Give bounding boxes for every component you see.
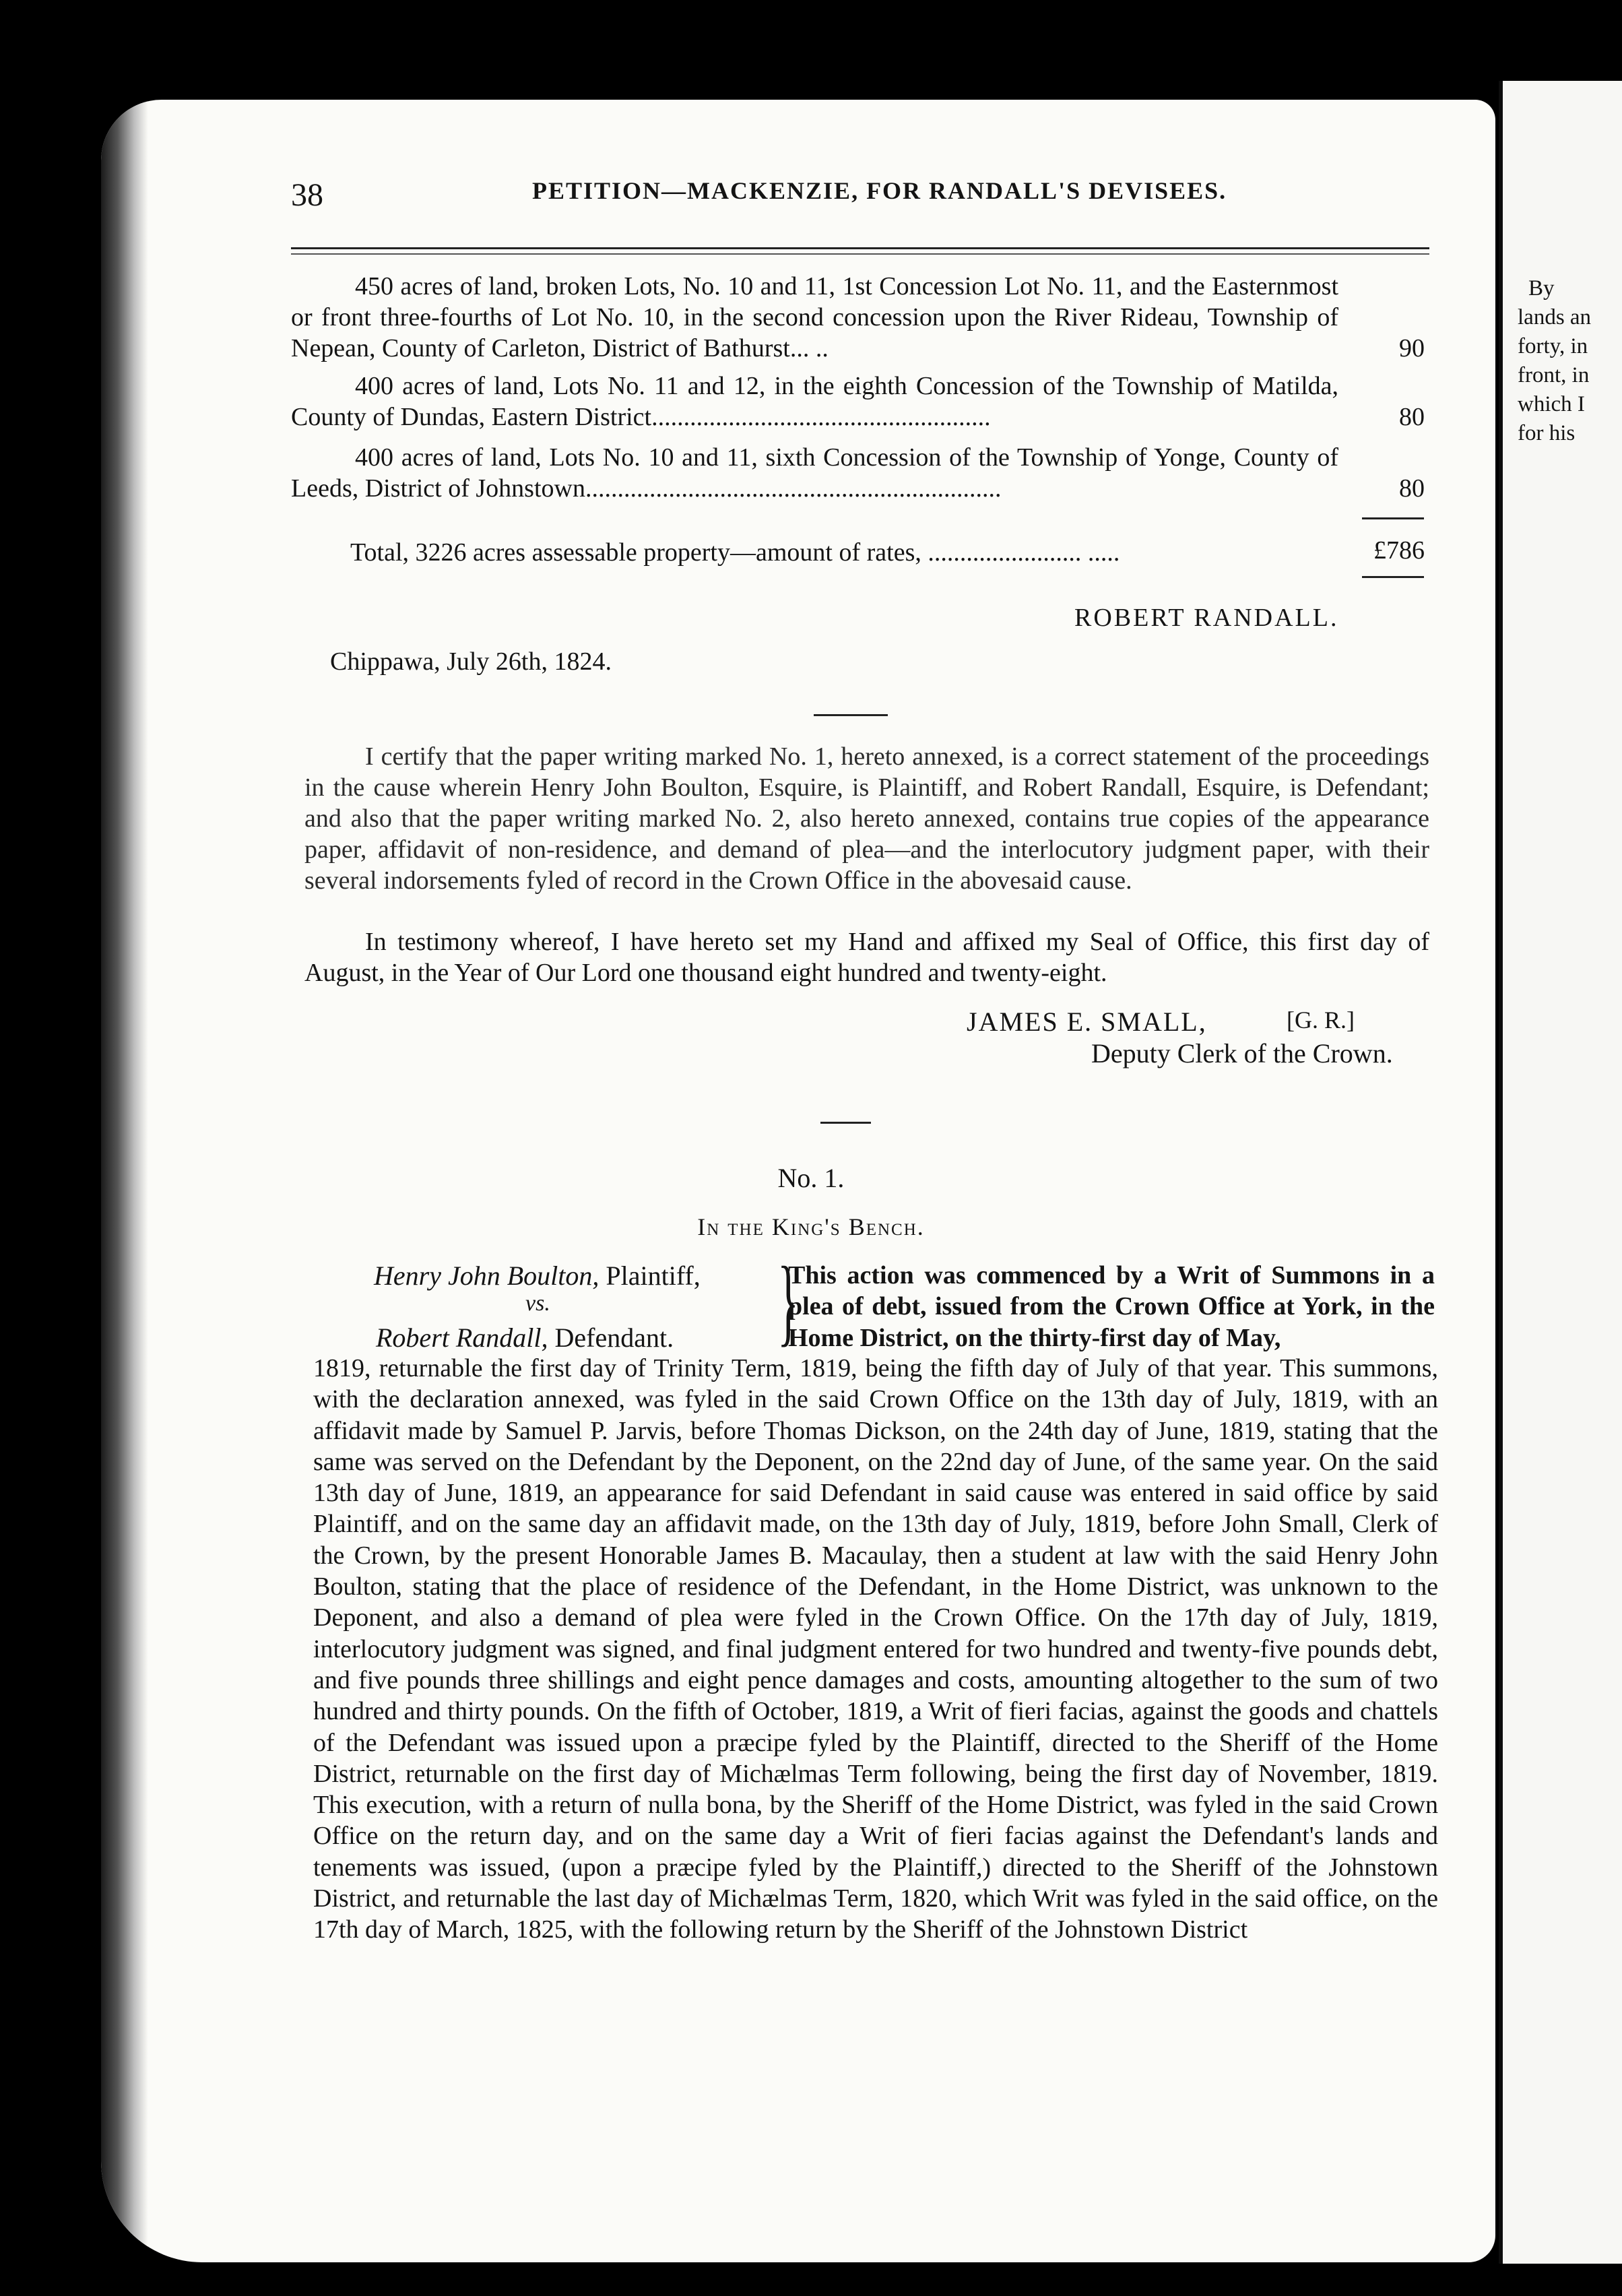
clerk-signature-title: Deputy Clerk of the Crown.: [1091, 1038, 1393, 1069]
facing-page-fragment: which I: [1518, 392, 1585, 416]
facing-page-fragment: lands an: [1518, 305, 1592, 329]
property-entry-text: 400 acres of land, Lots No. 10 and 11, sixth Concession of the Township of Yonge, County of Leeds, District of Johnstown.................................................................: [291, 443, 1338, 503]
caption-brace: }: [777, 1246, 799, 1356]
running-title: PETITION—MACKENZIE, FOR RANDALL'S DEVISEES.: [532, 177, 1227, 204]
facing-page-fragment: By: [1528, 276, 1555, 300]
randall-signature: ROBERT RANDALL.: [1074, 604, 1339, 632]
section-separator: [814, 714, 888, 716]
total-text: Total, 3226 acres assessable property—amount of rates, ........................ .....: [350, 538, 1120, 567]
facing-page-fragment: forty, in: [1518, 334, 1588, 358]
page-number: 38: [291, 177, 323, 213]
property-entry-text: 400 acres of land, Lots No. 11 and 12, in the eighth Concession of the Township of Matilda, County of Dundas, Eastern District.....................................................: [291, 372, 1338, 431]
header-rule-thin: [291, 253, 1429, 255]
dateline: Chippawa, July 26th, 1824.: [330, 647, 612, 676]
case-caption-defendant: [376, 1322, 674, 1353]
property-entry-amount: 80: [1399, 474, 1425, 503]
plaintiff-name: Henry John Boulton,: [374, 1261, 599, 1291]
defendant-role: Defendant.: [554, 1322, 674, 1353]
property-entry-amount: 90: [1399, 334, 1425, 362]
section-separator: [820, 1122, 871, 1124]
seal-mark: [G. R.]: [1287, 1007, 1355, 1033]
certificate-paragraph: I certify that the paper writing marked No. 1, hereto annexed, is a correct statement of the proceedings in the cause wherein Henry John Boulton, Esquire, is Plaintiff, and Robert Randall, Esquire, is Defendant; and also that the paper writing marked No. 2, also hereto annexed, contains true copies of the appearance paper, affidavit of non-residence, and demand of plea—and the interlocutory judgment paper, with their several indorsements fyled of record in the Crown Office in the abovesaid cause.: [304, 742, 1429, 895]
facing-page-fragment: for his: [1518, 421, 1576, 445]
document-heading: No. 1.: [777, 1163, 845, 1193]
court-heading: In the King's Bench.: [697, 1213, 925, 1240]
body-paragraph: 1819, returnable the first day of Trinity Term, 1819, being the fifth day of July of that year. This summons, with the declaration annexed, was fyled in the said Crown Office on the 13th day of July, 1819, with an affidavit made by Samuel P. Jarvis, before Thomas Dickson, on the 24th day of June, 1819, stating that the same was served on the Defendant by the Deponent, on the 22nd day of June, of the same year. On the said 13th day of June, 1819, an appearance for said Defendant in said cause was entered in said office by said Plaintiff, and on the same day an affidavit made, on the 13th day of July, 1819, before John Small, Clerk of the Crown, by the present Honorable James B. Macaulay, then a student at law with the said Henry John Boulton, stating that the place of residence of the Defendant, in the Home District, was unknown to the Deponent, and also a demand of plea were fyled in the Crown Office. On the 17th day of July, 1819, interlocutory judgment was signed, and final judgment entered for two hundred and twenty-five pounds debt, and five pounds three shillings and eight pence damages and costs, amounting altogether to the sum of two hundred and thirty pounds. On the fifth of October, 1819, a Writ of fieri facias, against the goods and chattels of the Defendant was issued upon a præcipe fyled by the Plaintiff, directed to the Sheriff of the Home District, returnable on the first day of Michælmas Term following, being the first day of November, 1819. This execution, with a return of nulla bona, by the Sheriff of the Home District, was fyled in the said Crown Office on the return day, and on the same day a Writ of fieri facias against the Defendant's lands and tenements was issued, (upon a præcipe fyled by the Plaintiff,) directed to the Sheriff of the Johnstown District, and returnable the last day of Michælmas Term, 1820, which Writ was fyled in the said office, on the 17th day of March, 1825, with the following return by the Sheriff of the Johnstown District: [313, 1354, 1438, 1944]
header-rule: [291, 247, 1429, 249]
property-entry-text: 450 acres of land, broken Lots, No. 10 and 11, 1st Concession Lot No. 11, and the Easternmost or front three-fourths of Lot No. 10, in the second concession upon the River Rideau, Township of Nepean, County of Carleton, District of Bathurst... ..: [291, 272, 1338, 362]
plaintiff-role: Plaintiff,: [606, 1261, 701, 1291]
clerk-signature-name: JAMES E. SMALL,: [967, 1007, 1207, 1037]
facing-page-fragment: front, in: [1518, 363, 1590, 387]
defendant-name: Robert Randall,: [376, 1322, 548, 1353]
case-caption-vs: vs.: [525, 1291, 550, 1316]
property-entry-amount: 80: [1399, 403, 1425, 431]
total-rule-bottom: [1362, 576, 1424, 578]
total-amount: £786: [1373, 536, 1425, 565]
opening-paragraph: This action was commenced by a Writ of Summons in a plea of debt, issued from the Crown Office at York, in the Home District, on the thirty-first day of May,: [788, 1261, 1435, 1352]
case-caption-plaintiff: [374, 1260, 701, 1292]
testimony-paragraph: In testimony whereof, I have hereto set my Hand and affixed my Seal of Office, this first day of August, in the Year of Our Lord one thousand eight hundred and twenty-eight.: [304, 928, 1429, 987]
total-rule: [1362, 517, 1424, 519]
